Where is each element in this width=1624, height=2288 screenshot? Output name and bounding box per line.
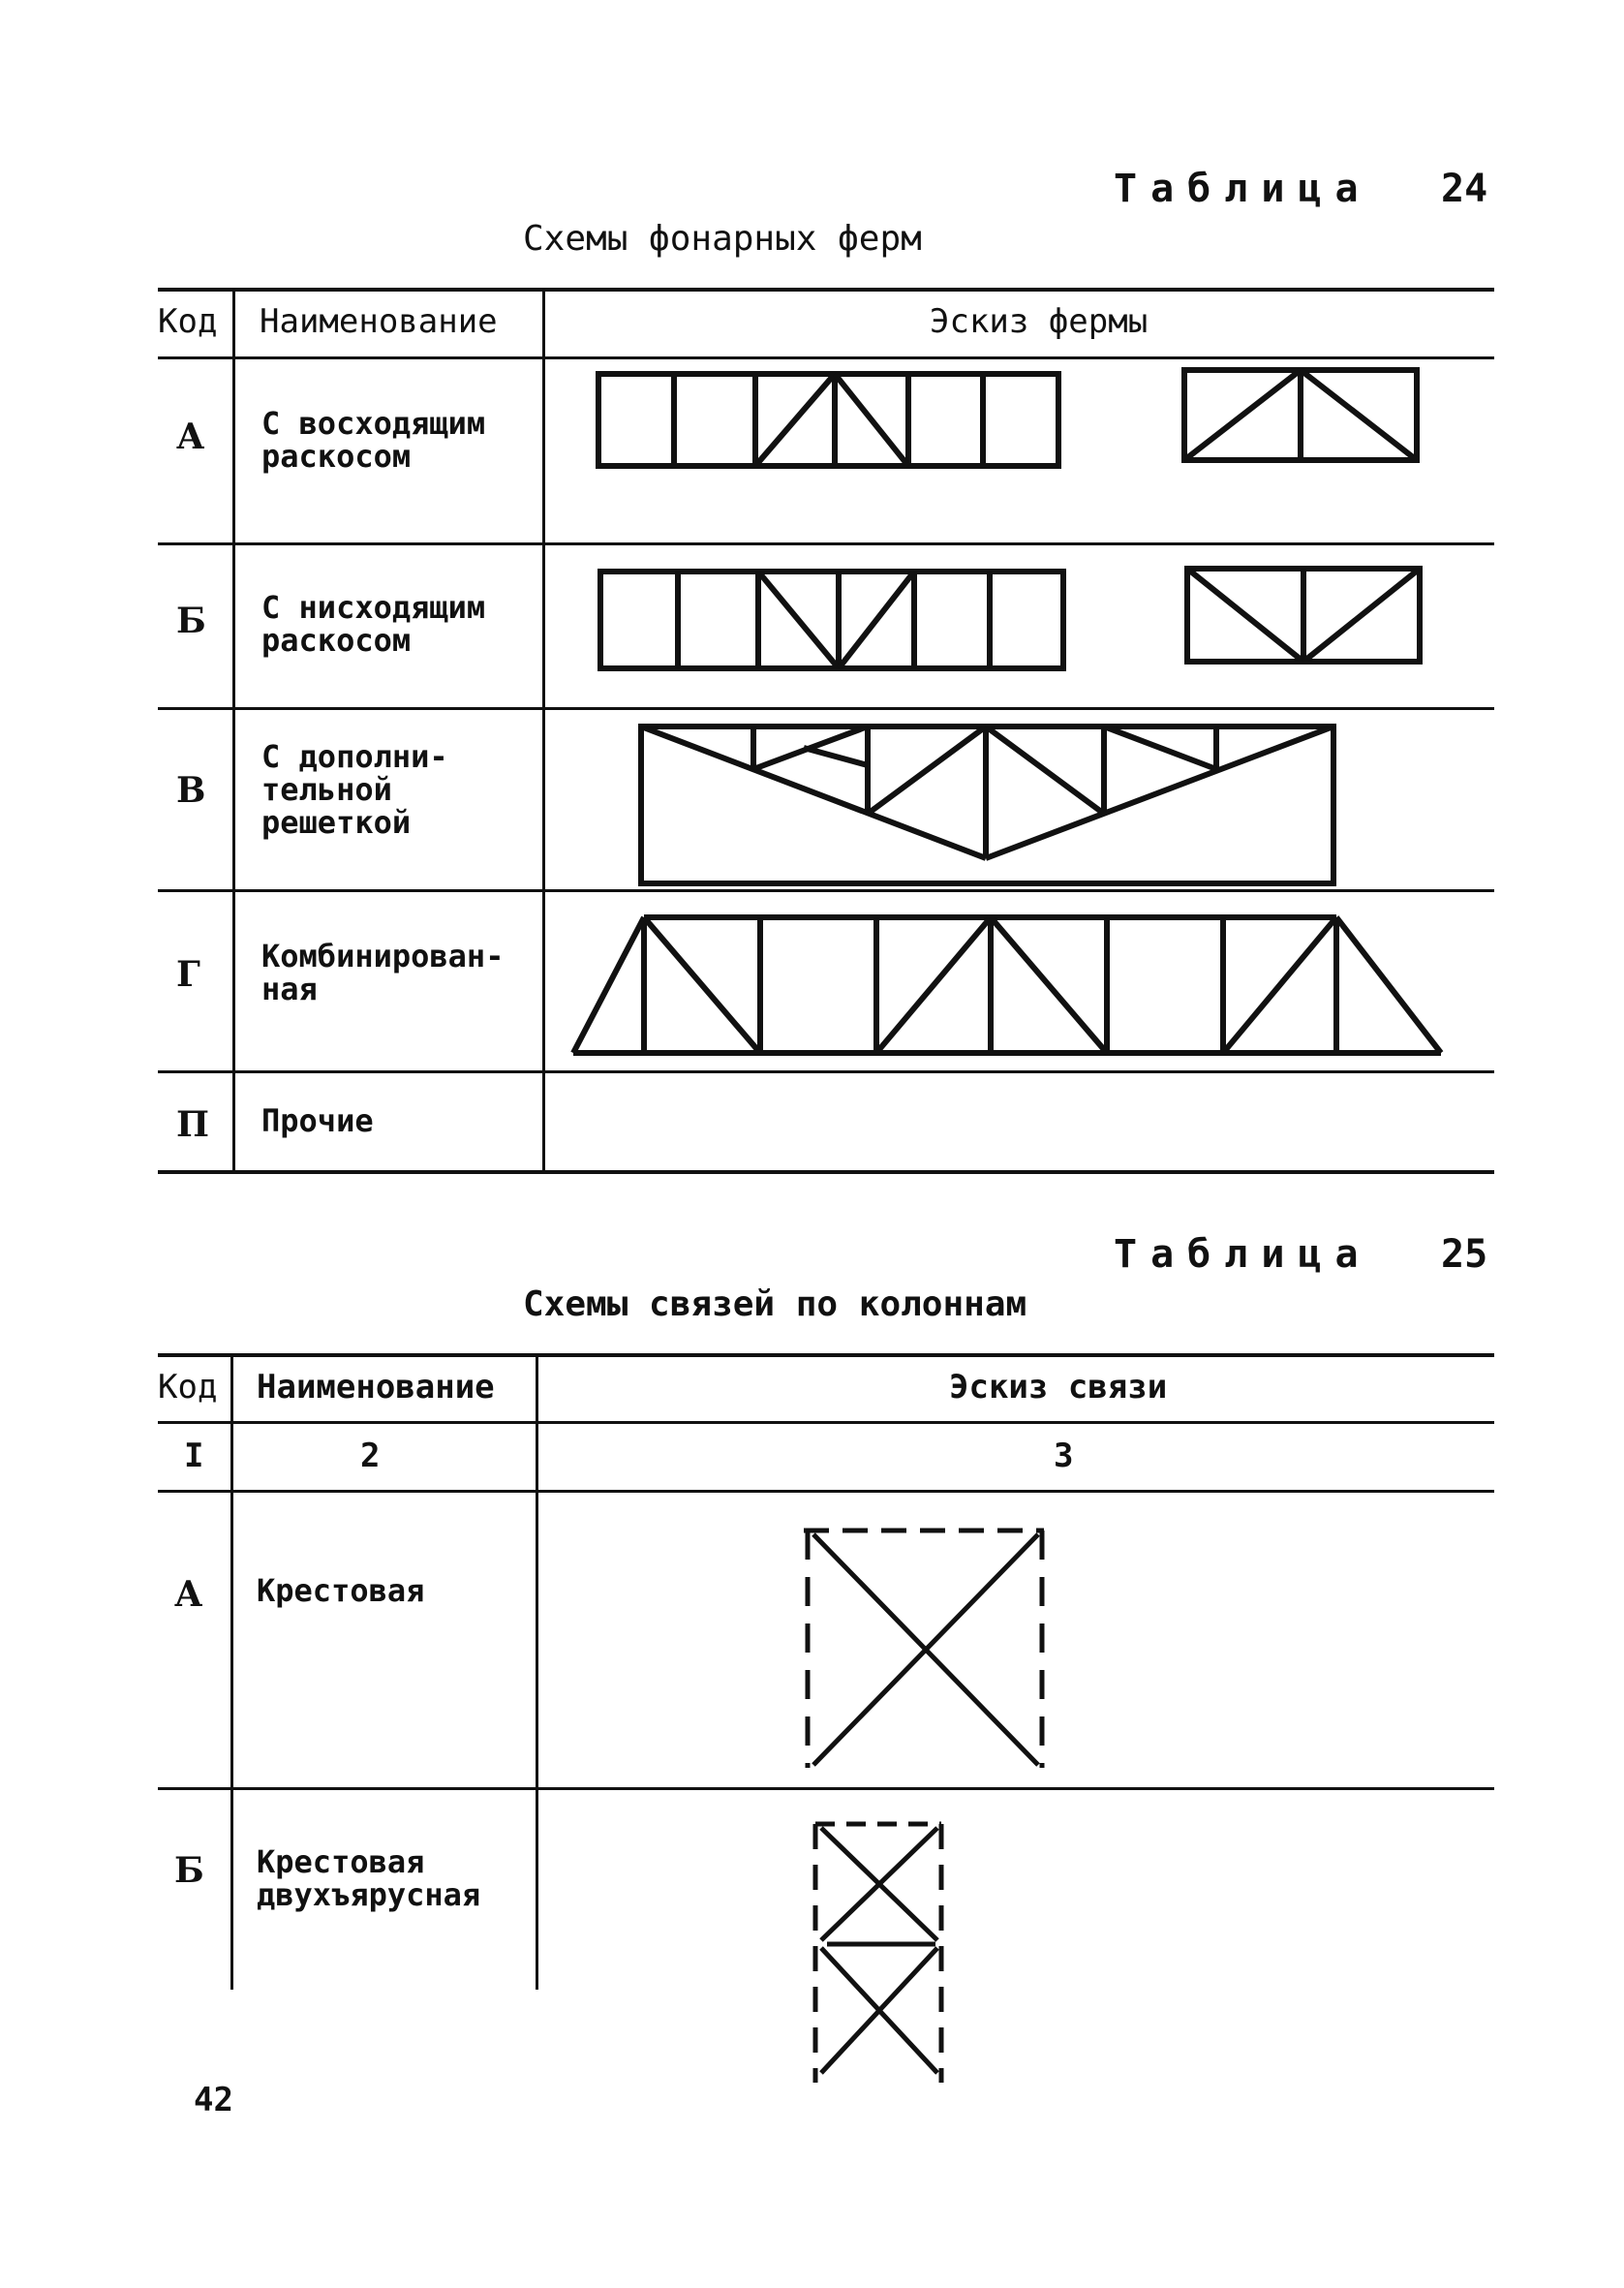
table25-header-rule <box>158 1421 1494 1424</box>
table24-header-code: Код <box>158 302 218 341</box>
table24-row-name: С восходящим раскосом <box>261 405 486 475</box>
table24-row-code: В <box>176 770 206 811</box>
table24-bottom-rule <box>158 1170 1494 1174</box>
table25-caption: Схемы связей по колоннам <box>523 1284 1027 1324</box>
table24-row-code: Б <box>176 601 206 641</box>
ascending-brace-truss-sketch <box>581 358 1453 542</box>
table24-row-code: Г <box>176 954 200 995</box>
table24-row-name: Прочие <box>261 1102 374 1139</box>
page-number: 42 <box>194 2081 233 2119</box>
table25-header-sketch: Эскиз связи <box>949 1368 1168 1407</box>
table25-label: Таблица <box>1114 1232 1372 1277</box>
table24-row-name: С дополни- тельной решеткой <box>261 738 448 841</box>
table24-row-name: Комбинирован- ная <box>261 938 505 1007</box>
table24-row-code: А <box>176 417 205 457</box>
table24-caption: Схемы фонарных ферм <box>523 219 922 259</box>
table25-colnum-name: 2 <box>360 1437 381 1475</box>
table24-header-name: Наименование <box>260 302 498 341</box>
table24-number: 24 <box>1441 167 1488 211</box>
table25-row-rule <box>158 1787 1494 1790</box>
table24-row-rule <box>158 542 1494 545</box>
table25-number: 25 <box>1441 1232 1488 1277</box>
table25-top-rule <box>158 1353 1494 1357</box>
table25-colnum-rule <box>158 1490 1494 1493</box>
table24-row-code: П <box>176 1104 209 1145</box>
table25-row-code: А <box>174 1574 203 1615</box>
table25-colnum-sketch: 3 <box>1054 1437 1074 1475</box>
table24-label: Таблица <box>1114 167 1372 211</box>
table25-col-divider <box>230 1355 233 1990</box>
two-tier-cross-bracing-sketch <box>794 1807 968 2087</box>
table25-row-name: Крестовая двухъярусная <box>257 1843 481 1913</box>
table24-top-rule <box>158 288 1494 292</box>
table24-row-name: С нисходящим раскосом <box>261 589 486 659</box>
table25-col-divider <box>536 1355 538 1990</box>
table25-header-code: Код <box>158 1368 218 1407</box>
table24-col-divider <box>232 290 235 1172</box>
table25-row-name: Крестовая <box>257 1572 425 1609</box>
cross-bracing-sketch <box>784 1511 1075 1782</box>
table25-colnum-code: I <box>184 1437 204 1475</box>
additional-lattice-truss-sketch <box>581 707 1453 891</box>
table25-header-name: Наименование <box>257 1368 495 1407</box>
table24-col-divider <box>542 290 545 1172</box>
descending-brace-truss-sketch <box>581 547 1453 702</box>
table25-row-code: Б <box>174 1850 204 1891</box>
combined-truss-sketch <box>562 896 1472 1070</box>
table24-row-rule <box>158 1070 1494 1073</box>
table24-header-sketch: Эскиз фермы <box>930 302 1149 341</box>
